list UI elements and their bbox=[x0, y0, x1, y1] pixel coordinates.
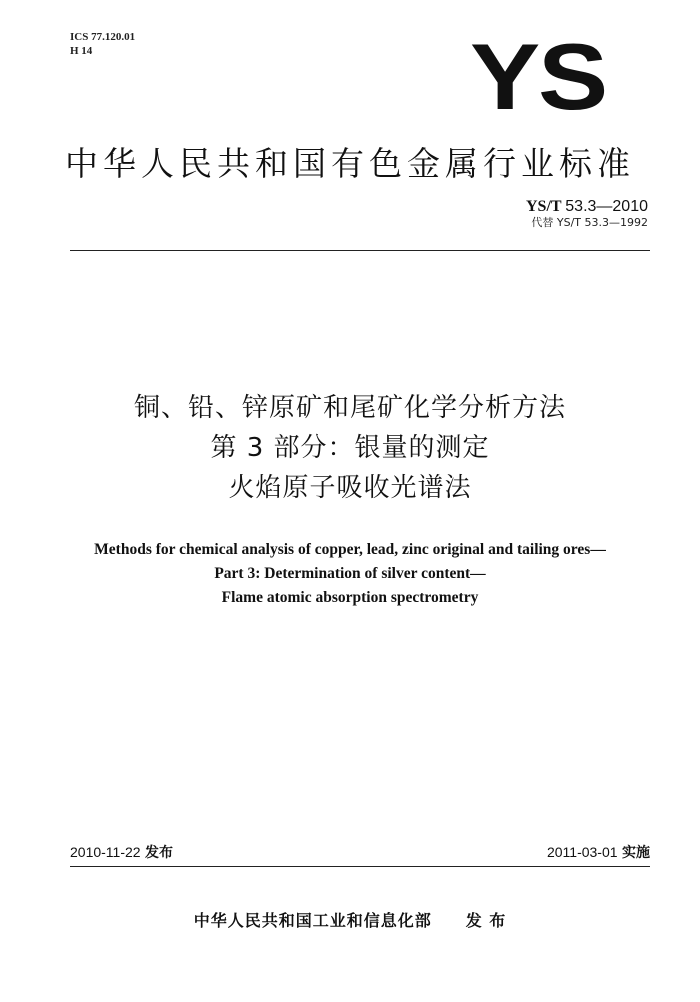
effective-date-block bbox=[547, 843, 650, 862]
ics-code: ICS 77.120.01 bbox=[70, 31, 136, 43]
title-cn-line3: 火焰原子吸收光谱法 bbox=[228, 473, 472, 503]
title-en-line2: Part 3: Determination of silver content— bbox=[214, 565, 486, 582]
replaces-standard: 代替 YS/T 53.3—1992 bbox=[531, 216, 648, 229]
ys-logo: YS bbox=[470, 24, 606, 129]
standard-prefix: YS/T bbox=[525, 198, 562, 215]
title-en-line1: Methods for chemical analysis of copper, lead, zinc original and tailing ores— bbox=[94, 541, 606, 558]
footer-divider bbox=[70, 866, 650, 867]
classification-codes bbox=[70, 30, 135, 58]
issue-date-block bbox=[70, 843, 173, 862]
issue-label: 发布 bbox=[145, 845, 174, 861]
issue-date: 2010-11-22 bbox=[70, 844, 141, 860]
ccs-code: H 14 bbox=[70, 45, 93, 57]
standard-number-value: 53.3—2010 bbox=[565, 198, 648, 215]
title-cn-line1: 铜、铅、锌原矿和尾矿化学分析方法 bbox=[133, 393, 566, 423]
header-divider bbox=[70, 250, 650, 251]
org-title: 中华人民共和国有色金属行业标准 bbox=[65, 144, 635, 183]
standard-number-block bbox=[526, 198, 648, 230]
effective-label: 实施 bbox=[622, 845, 650, 861]
publisher-line bbox=[0, 908, 700, 931]
publisher-action: 发 布 bbox=[465, 911, 507, 930]
title-cn-line2: 第 3 部分：银量的测定 bbox=[210, 433, 490, 463]
effective-date: 2011-03-01 bbox=[546, 844, 618, 860]
title-en-line3: Flame atomic absorption spectrometry bbox=[221, 589, 479, 606]
standard-number bbox=[526, 198, 648, 216]
publisher-name: 中华人民共和国工业和信息化部 bbox=[193, 911, 432, 930]
